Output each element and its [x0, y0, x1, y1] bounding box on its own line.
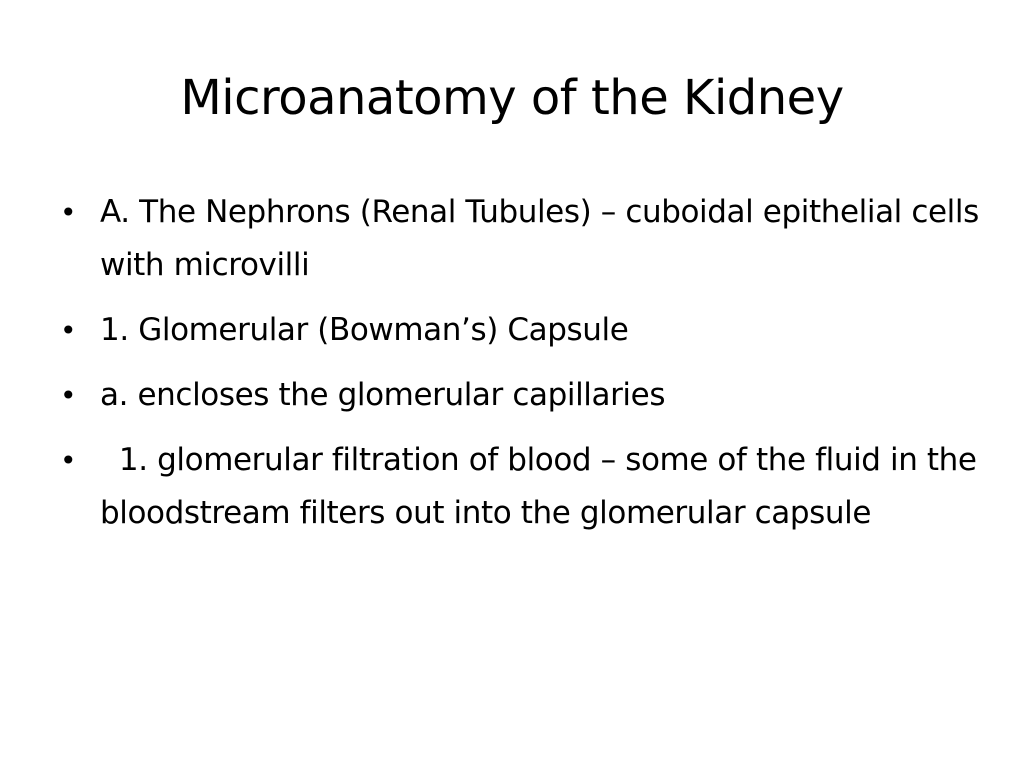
bullet-item — [60, 369, 980, 422]
bullet-dot-icon: • — [60, 314, 77, 347]
bullet-text: A. The Nephrons (Renal Tubules) – cuboidal epithelial cells with microvilli — [100, 194, 989, 283]
bullet-item — [60, 304, 980, 357]
bullet-dot-icon: • — [60, 444, 77, 477]
bullet-dot-icon: • — [60, 196, 77, 229]
bullet-item — [60, 434, 987, 540]
bullet-text: 1. glomerular filtration of blood – some of the fluid in the bloodstream filters out into the glomerular capsule — [100, 442, 987, 531]
bullet-text: a. encloses the glomerular capillaries — [100, 377, 666, 413]
bullet-item — [60, 186, 989, 292]
bullet-dot-icon: • — [60, 379, 77, 412]
slide-title: Microanatomy of the Kidney — [180, 70, 844, 126]
bullet-list — [60, 186, 989, 552]
bullet-text: 1. Glomerular (Bowman’s) Capsule — [100, 312, 629, 348]
